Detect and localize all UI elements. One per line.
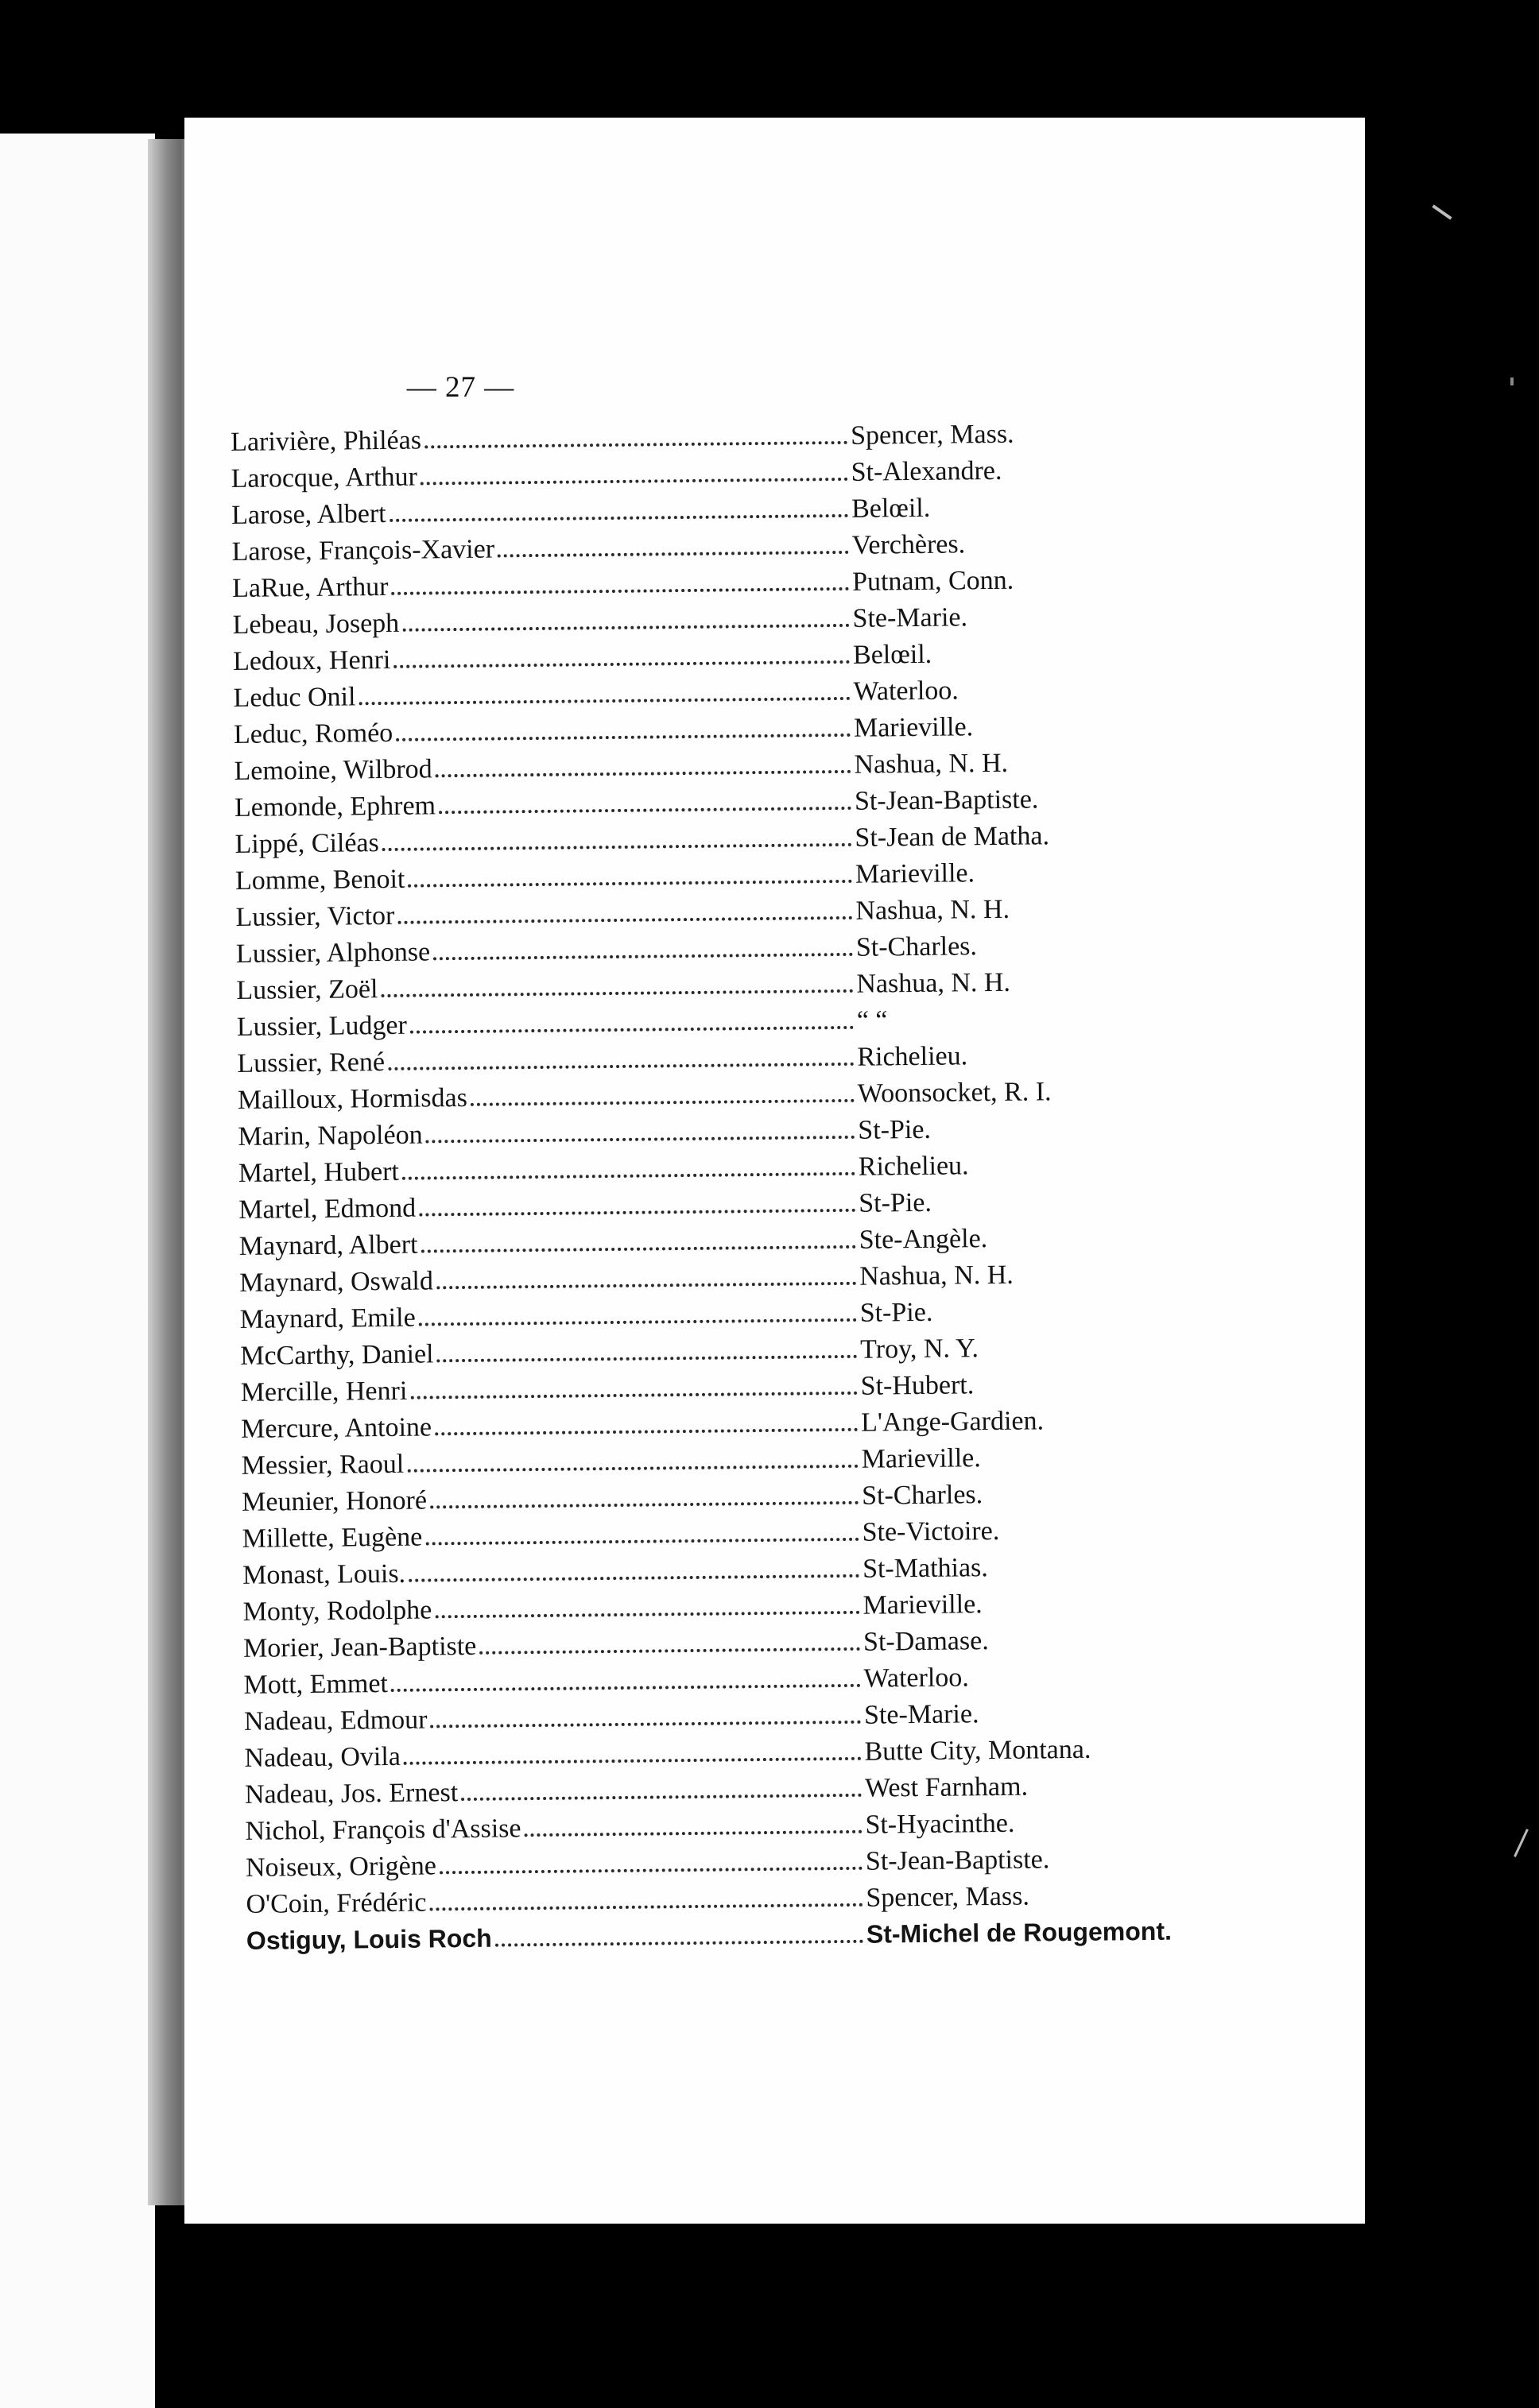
dot-leader	[402, 1172, 855, 1180]
entry-name: Leduc Onil	[233, 682, 356, 713]
entry-place: Nashua, N. H.	[859, 1260, 1014, 1291]
entry-name: Mott, Emmet	[243, 1669, 389, 1700]
dot-leader	[359, 697, 851, 705]
dot-leader	[397, 916, 852, 924]
entry-place: West Farnham.	[864, 1771, 1029, 1803]
entry-list	[231, 417, 1232, 1963]
entry-name: LaRue, Arthur	[231, 571, 389, 603]
dot-leader	[402, 624, 849, 632]
entry-place: St-Alexandre.	[851, 455, 1002, 487]
entry-place: Spencer, Mass.	[850, 419, 1014, 451]
entry-name: Larivière, Philéas	[231, 425, 422, 457]
scan-speck	[1432, 204, 1452, 219]
entry-name: Noiseux, Origène	[245, 1851, 436, 1883]
entry-name: Lussier, Ludger	[236, 1010, 408, 1042]
dot-leader	[436, 770, 851, 777]
entry-name: Monty, Rodolphe	[242, 1595, 432, 1627]
entry-place: Spencer, Mass.	[866, 1881, 1030, 1913]
entry-place: St-Jean-Baptiste.	[854, 784, 1039, 816]
dot-leader	[479, 1647, 860, 1655]
entry-name: Leduc, Roméo	[233, 718, 393, 749]
entry-place: Belœil.	[851, 493, 931, 524]
dot-leader	[419, 1209, 855, 1217]
entry-place: Nashua, N. H.	[856, 967, 1011, 999]
entry-place: St-Jean-Baptiste.	[865, 1845, 1050, 1876]
dot-leader	[421, 1245, 856, 1253]
entry-name: Lussier, Alphonse	[235, 937, 431, 969]
entry-name: Maynard, Albert	[238, 1229, 418, 1261]
dot-leader	[430, 1501, 859, 1509]
entry-name: Lussier, Zoël	[236, 974, 378, 1005]
page-number: — 27 —	[406, 371, 515, 404]
dot-leader	[408, 880, 852, 888]
entry-place: St-Pie.	[859, 1187, 932, 1218]
entry-name: Messier, Raoul	[241, 1449, 405, 1481]
dot-leader	[461, 1794, 862, 1801]
entry-place: Waterloo.	[863, 1663, 969, 1694]
entry-place: Waterloo.	[853, 676, 959, 707]
entry-name: McCarthy, Daniel	[240, 1339, 434, 1371]
dot-leader	[495, 1940, 863, 1947]
dot-leader	[436, 1282, 856, 1290]
entry-place: St-Charles.	[855, 931, 978, 962]
entry-name: Ostiguy, Louis Roch	[246, 1923, 492, 1955]
entry-place: Richelieu.	[858, 1151, 969, 1182]
entry-name: Meunier, Honoré	[241, 1485, 428, 1517]
entry-name: Lemonde, Ephrem	[234, 791, 436, 823]
entry-place: “ “	[856, 1005, 888, 1036]
entry-name: Nadeau, Jos. Ernest	[244, 1778, 459, 1810]
entry-place: Ste-Victoire.	[862, 1516, 1000, 1547]
dot-leader	[471, 1099, 855, 1106]
dot-leader	[430, 1721, 861, 1729]
dot-leader	[409, 1574, 859, 1582]
entry-place: St-Pie.	[858, 1114, 932, 1145]
dot-leader	[425, 1538, 859, 1546]
scan-speck	[1510, 377, 1514, 385]
entry-name: Lomme, Benoit	[235, 864, 405, 896]
dot-leader	[396, 734, 851, 741]
entry-name: Mercille, Henri	[240, 1376, 408, 1407]
entry-name: Monast, Louis.	[242, 1558, 406, 1590]
entry-name: Lussier, René	[237, 1047, 386, 1078]
entry-place: St-Charles.	[861, 1480, 983, 1511]
entry-place: St-Damase.	[863, 1626, 989, 1657]
entry-place: Verchères.	[851, 529, 966, 560]
page	[184, 118, 1365, 2224]
entry-name: Marin, Napoléon	[238, 1120, 423, 1152]
dot-leader	[439, 807, 851, 814]
entry-place: Putnam, Conn.	[851, 565, 1014, 597]
dot-leader	[407, 1465, 859, 1473]
dot-leader	[393, 660, 850, 668]
entry-place: St-Jean de Matha.	[855, 821, 1050, 853]
dot-leader	[424, 441, 847, 449]
entry-place: Troy, N. Y.	[859, 1334, 979, 1365]
entry-place: St-Michel de Rougemont.	[866, 1916, 1173, 1949]
entry-name: Mailloux, Hormisdas	[237, 1082, 468, 1115]
entry-name: Maynard, Emile	[239, 1303, 416, 1334]
entry-place: Marieville.	[861, 1443, 981, 1474]
entry-name: Martel, Hubert	[238, 1156, 400, 1188]
entry-place: St-Hubert.	[860, 1370, 975, 1401]
dot-leader	[525, 1830, 863, 1837]
dot-leader	[388, 1063, 854, 1070]
dot-leader	[433, 953, 853, 961]
entry-place: St-Pie.	[859, 1297, 933, 1328]
entry-name: Lemoine, Wilbrod	[234, 754, 432, 786]
entry-name: Larose, Albert	[231, 498, 386, 530]
dot-leader	[382, 989, 854, 997]
dot-leader	[430, 1903, 863, 1911]
entry-name: Lussier, Victor	[235, 900, 395, 932]
entry-place: Marieville.	[853, 712, 974, 743]
entry-place: Ste-Angèle.	[859, 1224, 988, 1255]
dot-leader	[404, 1757, 862, 1765]
entry-name: Millette, Eugène	[242, 1522, 423, 1554]
entry-place: Marieville.	[863, 1589, 983, 1620]
dot-leader	[391, 1684, 861, 1692]
entry-name: Larocque, Arthur	[231, 462, 417, 494]
dot-leader	[421, 478, 848, 486]
scan-speck	[1514, 1829, 1529, 1857]
dot-leader	[437, 1355, 858, 1363]
entry-name: Lebeau, Joseph	[232, 608, 400, 640]
entry-name: Martel, Edmond	[238, 1193, 417, 1225]
entry-place: Marieville.	[855, 858, 975, 889]
entry-place: St-Hyacinthe.	[865, 1808, 1015, 1840]
dot-leader	[410, 1392, 857, 1400]
entry-place: Richelieu.	[857, 1041, 968, 1072]
entry-place: Nashua, N. H.	[854, 748, 1009, 780]
entry-place: Butte City, Montana.	[864, 1734, 1091, 1767]
facing-page-edge	[0, 134, 155, 2408]
entry-place: L'Ange-Gardien.	[860, 1406, 1045, 1438]
dot-leader	[435, 1428, 858, 1436]
dot-leader	[498, 551, 849, 558]
entry-name: Maynard, Oswald	[239, 1266, 434, 1298]
dot-leader	[410, 1026, 854, 1034]
entry-name: Nadeau, Edmour	[243, 1705, 428, 1736]
entry-place: Belœil.	[852, 639, 932, 670]
entry-name: Nichol, François d'Assise	[245, 1814, 521, 1846]
entry-place: Ste-Marie.	[863, 1699, 979, 1730]
dot-leader	[419, 1318, 857, 1326]
dot-leader	[435, 1611, 859, 1619]
dot-leader	[390, 514, 849, 522]
dot-leader	[382, 843, 852, 851]
dot-leader	[392, 587, 850, 595]
dot-leader	[426, 1136, 855, 1144]
entry-place: Nashua, N. H.	[855, 894, 1010, 926]
entry-name: Morier, Jean-Baptiste	[242, 1631, 477, 1663]
entry-name: Ledoux, Henri	[232, 645, 391, 676]
entry-name: Larose, François-Xavier	[231, 534, 495, 567]
entry-place: St-Mathias.	[862, 1553, 988, 1584]
entry-place: Woonsocket, R. I.	[857, 1077, 1052, 1109]
entry-name: Lippé, Ciléas	[235, 828, 379, 859]
entry-place: Ste-Marie.	[852, 602, 968, 633]
dot-leader	[440, 1867, 863, 1875]
entry-name: Mercure, Antoine	[241, 1412, 432, 1444]
entry-name: O'Coin, Frédéric	[246, 1887, 427, 1919]
entry-name: Nadeau, Ovila	[244, 1741, 401, 1773]
